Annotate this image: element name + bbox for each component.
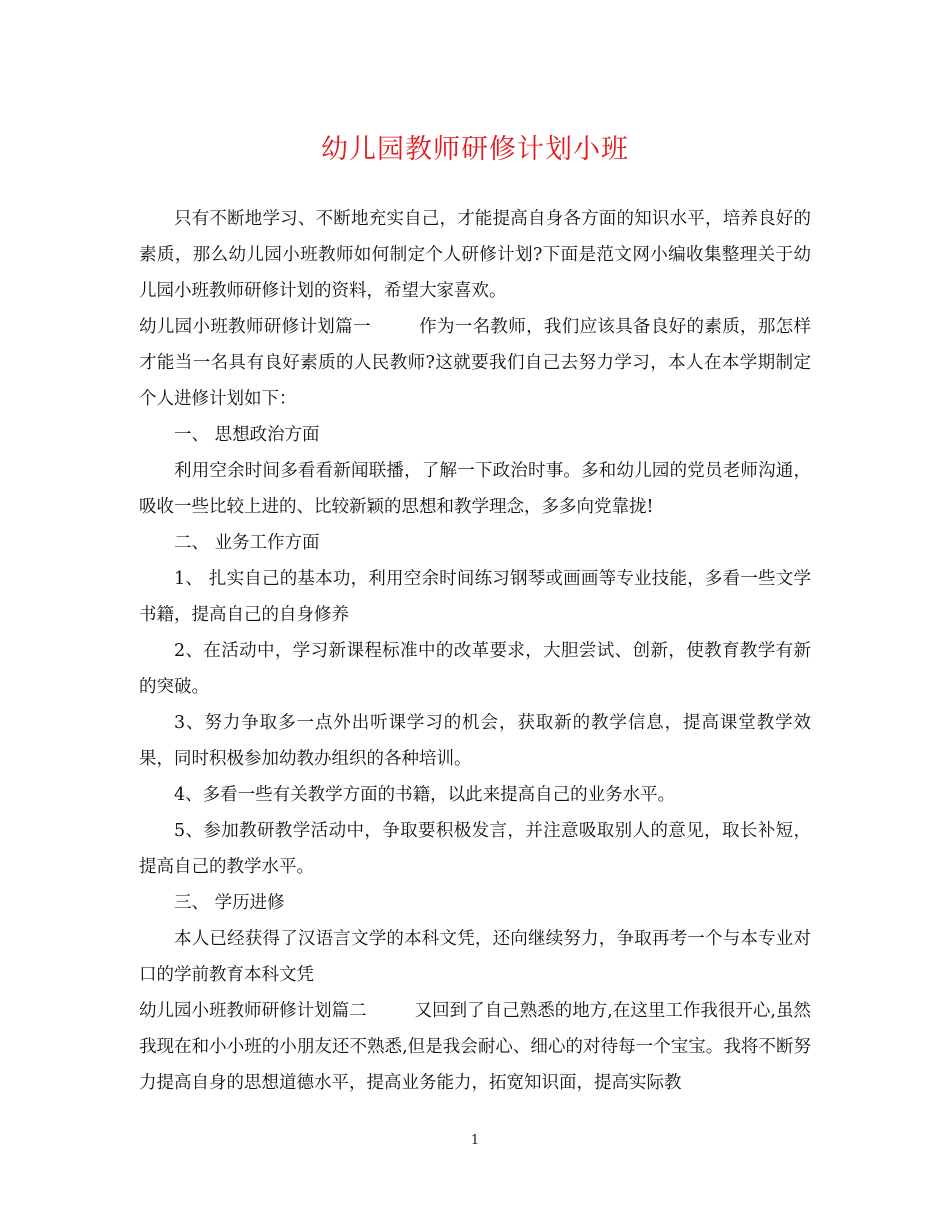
section3-text: 本人已经获得了汉语言文学的本科文凭，还向继续努力，争取再考一个与本专业对口的学前教育本科文凭 [139, 929, 811, 985]
part1-intro: 作为一名教师，我们应该具备良好的素质，那怎样才能当一名具有良好素质的人民教师?这就要我们自己去努力学习，本人在本学期制定个人进修计划如下： [139, 317, 812, 409]
document-title: 幼儿园教师研修计划小班 [321, 134, 629, 165]
list-item-5: 5、参加教研教学活动中，争取要积极发言，并注意吸取别人的意见，取长补短，提高自己的教学水平。 [139, 821, 811, 877]
list-item-2: 2、在活动中，学习新课程标准中的改革要求，大胆尝试、创新，使教育教学有新的突破。 [139, 641, 811, 697]
document-body [139, 201, 811, 1101]
part2-text: 又回到了自己熟悉的地方,在这里工作我很开心,虽然我现在和小小班的小朋友还不熟悉,但是我会耐心、细心的对待每一个宝宝。我将不断努力提高自身的思想道德水平，提高业务能力，拓宽知识面，提高实际教 [139, 1001, 812, 1093]
list-item-3: 3、努力争取多一点外出听课学习的机会，获取新的教学信息，提高课堂教学效果，同时积极参加幼教办组织的各种培训。 [139, 713, 811, 769]
section1-text: 利用空余时间多看看新闻联播，了解一下政治时事。多和幼儿园的党员老师沟通，吸收一些比较上进的、比较新颖的思想和教学理念，多多向党靠拢! [139, 461, 811, 517]
section3-title: 三、 学历进修 [174, 893, 285, 913]
part2-paragraph [139, 993, 811, 1101]
section1-title: 一、 思想政治方面 [174, 425, 320, 445]
page-number: 1 [470, 1133, 480, 1148]
section2-title: 二、 业务工作方面 [174, 533, 320, 553]
list-item-1: 1、 扎实自己的基本功，利用空余时间练习钢琴或画画等专业技能，多看一些文学书籍，提高自己的自身修养 [139, 569, 811, 625]
part1-heading: 幼儿园小班教师研修计划篇一 [139, 317, 371, 337]
intro-paragraph: 只有不断地学习、不断地充实自己，才能提高自身各方面的知识水平，培养良好的素质，那么幼儿园小班教师如何制定个人研修计划?下面是范文网小编收集整理关于幼儿园小班教师研修计划的资料，希望大家喜欢。 [139, 209, 811, 301]
list-item-4: 4、多看一些有关教学方面的书籍，以此来提高自己的业务水平。 [174, 785, 676, 805]
part2-heading: 幼儿园小班教师研修计划篇二 [139, 1001, 367, 1021]
part1-paragraph [139, 309, 811, 417]
